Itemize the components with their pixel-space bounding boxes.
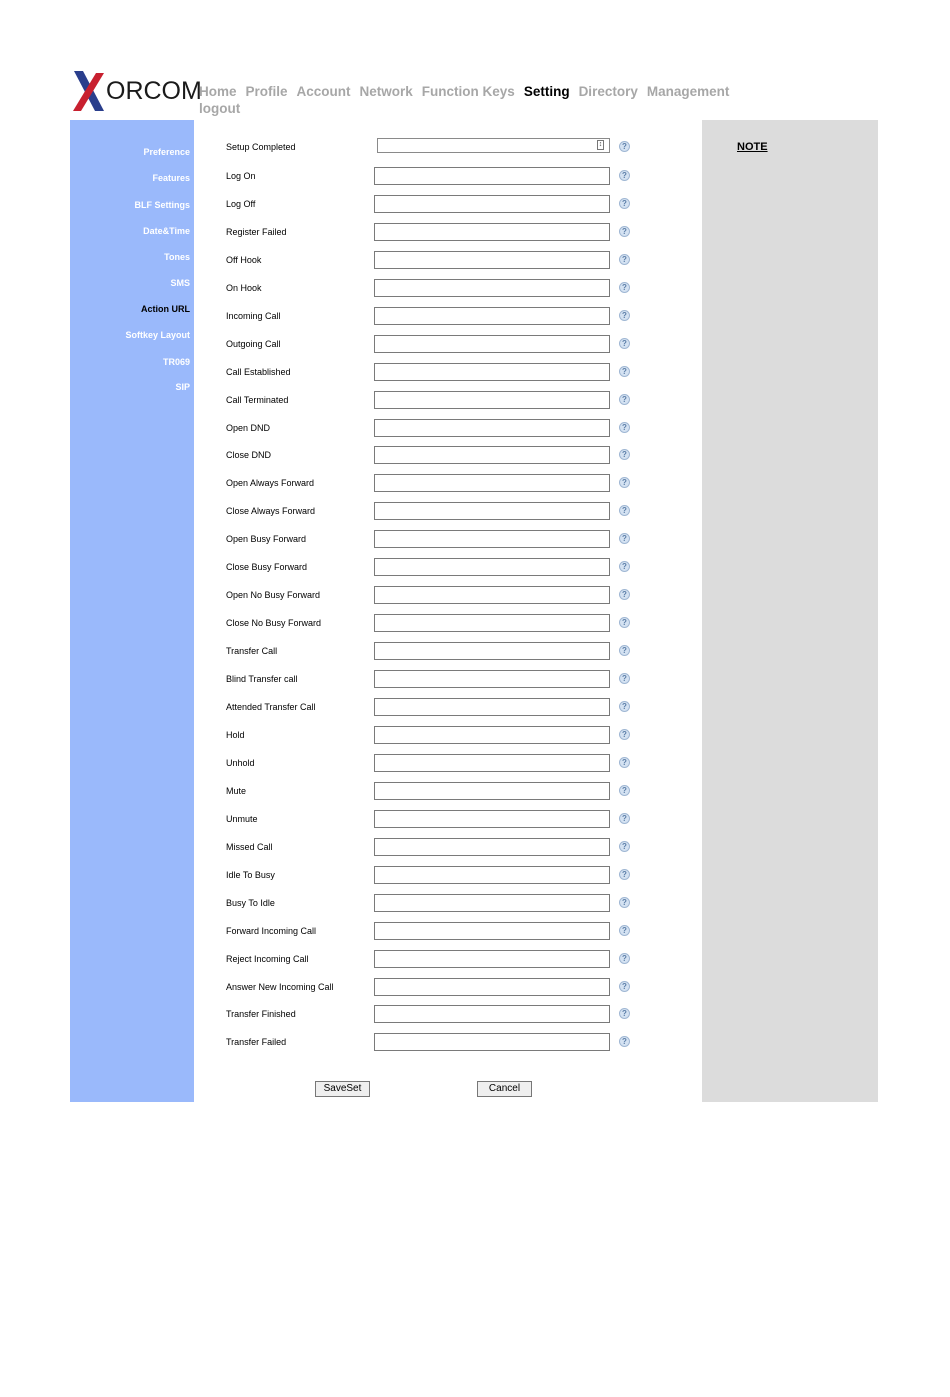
help-icon[interactable]: ? [619, 589, 630, 600]
help-icon[interactable]: ? [619, 449, 630, 460]
help-icon[interactable]: ? [619, 1036, 630, 1047]
logo-x-icon [72, 71, 106, 111]
url-input[interactable] [374, 195, 610, 213]
field-label: Open No Busy Forward [226, 590, 321, 600]
url-input[interactable] [374, 251, 610, 269]
form-row [194, 335, 702, 355]
help-icon[interactable]: ? [619, 141, 630, 152]
field-label: Open Always Forward [226, 478, 315, 488]
field-label: Forward Incoming Call [226, 926, 317, 936]
field-label: Log Off [226, 199, 256, 209]
help-icon[interactable]: ? [619, 1008, 630, 1019]
url-input[interactable] [374, 894, 610, 912]
field-label: Idle To Busy [226, 870, 275, 880]
help-icon[interactable]: ? [619, 422, 630, 433]
help-icon[interactable]: ? [619, 338, 630, 349]
url-input[interactable] [374, 810, 610, 828]
sidebar-item-tr069[interactable]: TR069 [162, 357, 190, 367]
nav-account[interactable]: Account [296, 84, 351, 99]
field-label: Blind Transfer call [226, 674, 298, 684]
url-input[interactable] [374, 279, 610, 297]
sidebar-item-preference[interactable]: Preference [143, 147, 190, 157]
form-row [194, 391, 702, 411]
sidebar-item-blf-settings[interactable]: BLF Settings [134, 200, 190, 210]
field-label: Incoming Call [226, 311, 281, 321]
field-label: Unmute [226, 814, 258, 824]
url-input[interactable] [374, 754, 610, 772]
help-icon[interactable]: ? [619, 394, 630, 405]
save-button[interactable]: SaveSet [315, 1081, 370, 1097]
url-input[interactable] [374, 363, 610, 381]
url-input[interactable] [374, 1033, 610, 1051]
logo-text: ORCOM [106, 76, 202, 105]
form-row [194, 642, 702, 662]
url-input[interactable] [374, 726, 610, 744]
form-row [194, 810, 702, 830]
help-icon[interactable]: ? [619, 869, 630, 880]
sidebar-item-softkey-layout[interactable]: Softkey Layout [125, 330, 190, 340]
url-input[interactable] [374, 558, 610, 576]
form-row [194, 950, 702, 970]
help-icon[interactable]: ? [619, 282, 630, 293]
help-icon[interactable]: ? [619, 477, 630, 488]
sidebar-item-tones[interactable]: Tones [164, 252, 190, 262]
url-input[interactable] [374, 446, 610, 464]
field-label: Missed Call [226, 842, 273, 852]
nav-setting[interactable]: Setting [523, 84, 570, 99]
url-input[interactable] [374, 1005, 610, 1023]
form-row [194, 726, 702, 746]
setup-completed-select[interactable] [377, 138, 610, 153]
form-row [194, 782, 702, 802]
field-label: Outgoing Call [226, 339, 281, 349]
help-icon[interactable]: ? [619, 841, 630, 852]
url-input[interactable] [374, 391, 610, 409]
form-row [194, 1005, 702, 1025]
field-label: Reject Incoming Call [226, 954, 309, 964]
sidebar-item-features[interactable]: Features [152, 173, 190, 183]
help-icon[interactable]: ? [619, 533, 630, 544]
field-label: Log On [226, 171, 256, 181]
url-input[interactable] [374, 614, 610, 632]
form-row [194, 474, 702, 494]
form-row [194, 446, 702, 466]
form-row [194, 223, 702, 243]
field-label: Hold [226, 730, 245, 740]
sidebar-item-action-url[interactable]: Action URL [141, 304, 190, 314]
field-label: Unhold [226, 758, 255, 768]
field-label: Call Established [226, 367, 291, 377]
url-input[interactable] [374, 642, 610, 660]
field-label: Close Always Forward [226, 506, 316, 516]
field-label: Close DND [226, 450, 272, 460]
nav-directory[interactable]: Directory [578, 84, 638, 99]
form-row [194, 251, 702, 271]
nav-logout[interactable]: logout [199, 101, 241, 116]
help-icon[interactable]: ? [619, 729, 630, 740]
field-label: Attended Transfer Call [226, 702, 316, 712]
help-icon[interactable]: ? [619, 617, 630, 628]
field-label: Open Busy Forward [226, 534, 307, 544]
form-row [194, 419, 702, 439]
form-row [194, 838, 702, 858]
field-label: Transfer Failed [226, 1037, 287, 1047]
field-label: Transfer Finished [226, 1009, 296, 1019]
url-input[interactable] [374, 530, 610, 548]
url-input[interactable] [374, 223, 610, 241]
url-input[interactable] [374, 866, 610, 884]
action-url-form [194, 120, 702, 1102]
url-input[interactable] [374, 474, 610, 492]
nav-profile[interactable]: Profile [245, 84, 288, 99]
url-input[interactable] [374, 782, 610, 800]
nav-management[interactable]: Management [646, 84, 730, 99]
url-input[interactable] [374, 978, 610, 996]
help-icon[interactable]: ? [619, 561, 630, 572]
url-input[interactable] [374, 670, 610, 688]
field-label: Close Busy Forward [226, 562, 308, 572]
sidebar [70, 120, 194, 1102]
help-icon[interactable]: ? [619, 226, 630, 237]
help-icon[interactable]: ? [619, 170, 630, 181]
field-label: Register Failed [226, 227, 287, 237]
field-label: Open DND [226, 423, 271, 433]
form-row [194, 978, 702, 998]
form-row [194, 138, 702, 158]
dropdown-arrow-icon[interactable]: ↕ [598, 141, 603, 148]
help-icon[interactable]: ? [619, 701, 630, 712]
help-icon[interactable]: ? [619, 645, 630, 656]
help-icon[interactable]: ? [619, 505, 630, 516]
url-input[interactable] [374, 922, 610, 940]
help-icon[interactable]: ? [619, 757, 630, 768]
field-label: On Hook [226, 283, 262, 293]
form-row [194, 698, 702, 718]
url-input[interactable] [374, 698, 610, 716]
form-row [194, 558, 702, 578]
help-icon[interactable]: ? [619, 813, 630, 824]
help-icon[interactable]: ? [619, 254, 630, 265]
nav-home[interactable]: Home [199, 84, 237, 99]
form-row [194, 307, 702, 327]
note-panel [702, 120, 878, 1102]
field-label: Off Hook [226, 255, 262, 265]
form-row [194, 670, 702, 690]
form-row [194, 1033, 702, 1053]
form-row [194, 614, 702, 634]
sidebar-item-sip[interactable]: SIP [175, 382, 190, 392]
url-input[interactable] [374, 502, 610, 520]
sidebar-item-sms[interactable]: SMS [170, 278, 190, 288]
nav-network[interactable]: Network [359, 84, 413, 99]
url-input[interactable] [374, 419, 610, 437]
form-row [194, 502, 702, 522]
form-row [194, 363, 702, 383]
field-label: Answer New Incoming Call [226, 982, 334, 992]
top-nav [199, 83, 779, 117]
form-row [194, 586, 702, 606]
url-input[interactable] [374, 586, 610, 604]
field-label: Mute [226, 786, 247, 796]
field-label: Setup Completed [226, 142, 296, 152]
help-icon[interactable]: ? [619, 897, 630, 908]
help-icon[interactable]: ? [619, 198, 630, 209]
nav-function-keys[interactable]: Function Keys [421, 84, 515, 99]
url-input[interactable] [374, 307, 610, 325]
field-label: Busy To Idle [226, 898, 275, 908]
help-icon[interactable]: ? [619, 981, 630, 992]
sidebar-item-date-time[interactable]: Date&Time [143, 226, 190, 236]
url-input[interactable] [374, 335, 610, 353]
form-row [194, 195, 702, 215]
form-row [194, 754, 702, 774]
help-icon[interactable]: ? [619, 925, 630, 936]
form-row [194, 279, 702, 299]
form-row [194, 866, 702, 886]
help-icon[interactable]: ? [619, 310, 630, 321]
url-input[interactable] [374, 838, 610, 856]
form-row [194, 894, 702, 914]
url-input[interactable] [374, 950, 610, 968]
field-label: Close No Busy Forward [226, 618, 322, 628]
form-row [194, 922, 702, 942]
xorcom-logo [72, 70, 202, 112]
help-icon[interactable]: ? [619, 366, 630, 377]
form-row [194, 530, 702, 550]
help-icon[interactable]: ? [619, 673, 630, 684]
help-icon[interactable]: ? [619, 785, 630, 796]
note-title: NOTE [737, 141, 768, 153]
url-input[interactable] [374, 167, 610, 185]
form-row [194, 167, 702, 187]
field-label: Transfer Call [226, 646, 278, 656]
cancel-button[interactable]: Cancel [477, 1081, 532, 1097]
field-label: Call Terminated [226, 395, 289, 405]
help-icon[interactable]: ? [619, 953, 630, 964]
